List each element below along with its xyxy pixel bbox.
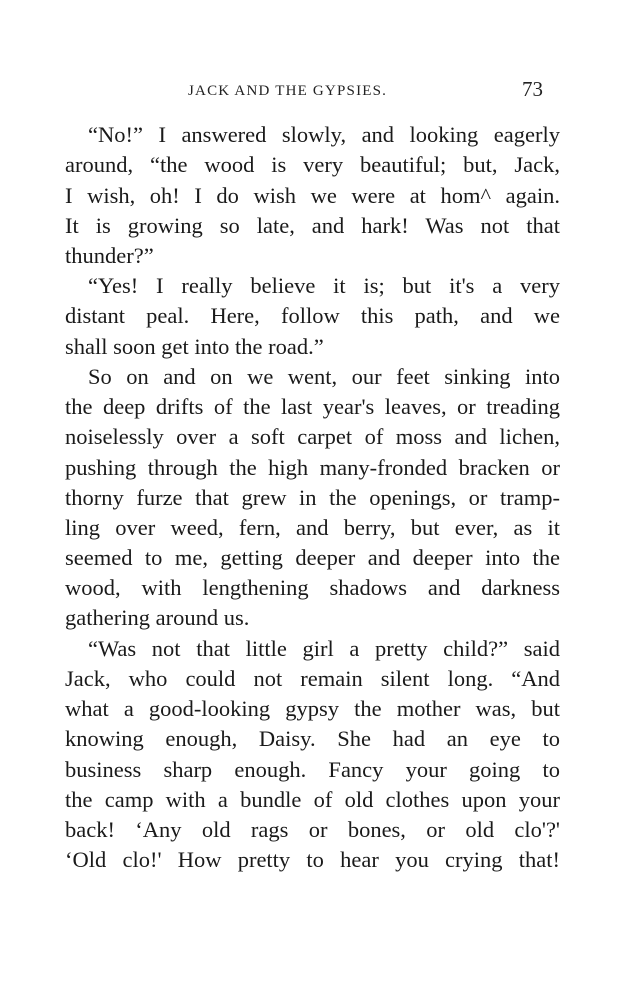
text-line: I wish, oh! I do wish we were at hom^ again. [65, 183, 560, 208]
text-line: the deep drifts of the last year's leaves, or treading [65, 394, 560, 419]
text-line: pushing through the high many-fronded bracken or [65, 455, 560, 480]
text-line: “No!” I answered slowly, and looking eagerly [88, 122, 560, 147]
text-line: So on and on we went, our feet sinking into [88, 364, 560, 389]
text-line: wood, with lengthening shadows and darkness [65, 575, 560, 600]
running-title: JACK AND THE GYPSIES. [188, 83, 388, 99]
page-number: 73 [522, 77, 543, 101]
text-line: around, “the wood is very beautiful; but, Jack, [65, 152, 560, 177]
text-line: business sharp enough. Fancy your going to [65, 757, 560, 782]
text-line: ‘Old clo!' How pretty to hear you crying that! [65, 847, 560, 872]
text-line: “Yes! I really believe it is; but it's a very [88, 273, 560, 298]
text-line: Jack, who could not remain silent long. “And [65, 666, 560, 691]
text-line: thorny furze that grew in the openings, or tramp- [65, 485, 560, 510]
text-line: distant peal. Here, follow this path, and we [65, 303, 560, 328]
text-line: shall soon get into the road.” [65, 334, 324, 359]
text-line: what a good-looking gypsy the mother was, but [65, 696, 560, 721]
text-line: gathering around us. [65, 605, 250, 630]
text-line: knowing enough, Daisy. She had an eye to [65, 726, 560, 751]
text-line: “Was not that little girl a pretty child?” said [88, 636, 560, 661]
text-line: ling over weed, fern, and berry, but ever, as it [65, 515, 560, 540]
text-line: seemed to me, getting deeper and deeper into the [65, 545, 560, 570]
text-line: noiselessly over a soft carpet of moss and lichen, [65, 424, 560, 449]
text-line: thunder?” [65, 243, 154, 268]
text-line: back! ‘Any old rags or bones, or old clo'?' [65, 817, 560, 842]
text-line: the camp with a bundle of old clothes upon your [65, 787, 560, 812]
text-line: It is growing so late, and hark! Was not that [65, 213, 560, 238]
